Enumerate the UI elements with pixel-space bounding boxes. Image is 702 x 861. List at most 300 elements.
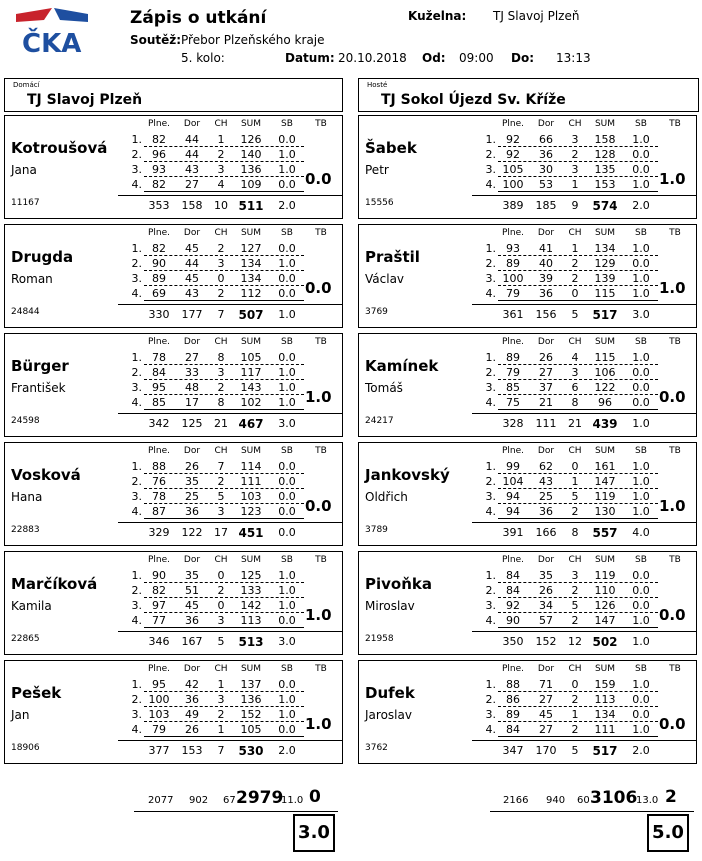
cell-sb: 1.0 <box>632 242 650 255</box>
row-index: 1. <box>131 351 142 364</box>
cell-sb: 0.0 <box>278 460 296 473</box>
home-player-box <box>4 333 343 437</box>
cell-sb: 0.0 <box>278 505 296 518</box>
column-header-tb: TB <box>669 664 681 674</box>
score-row <box>118 568 342 583</box>
row-index: 4. <box>485 287 496 300</box>
total-sum: 451 <box>238 526 264 540</box>
cell-ch: 1 <box>571 475 579 488</box>
total-dor: 156 <box>535 308 557 321</box>
score-header-row <box>472 661 696 677</box>
score-row <box>472 286 696 301</box>
cell-sb: 0.0 <box>278 723 296 736</box>
cell-ch: 2 <box>217 381 225 394</box>
cell-sb: 0.0 <box>278 178 296 191</box>
total-dor: 167 <box>181 635 203 648</box>
cell-ch: 7 <box>217 460 225 473</box>
cell-ch: 2 <box>571 614 579 627</box>
column-header-dor: Dor <box>537 337 555 347</box>
score-row <box>118 459 342 474</box>
cell-sb: 1.0 <box>278 584 296 597</box>
column-header-sb: SB <box>635 555 647 565</box>
cell-sb: 0.0 <box>278 614 296 627</box>
page-title: Zápis o utkání <box>130 8 267 28</box>
guest-sum-dor: 940 <box>546 795 566 806</box>
column-header-sb: SB <box>635 337 647 347</box>
player-firstname: Jan <box>11 708 30 722</box>
cell-dor: 30 <box>539 163 553 176</box>
cell-dor: 33 <box>185 366 199 379</box>
cell-sb: 1.0 <box>278 163 296 176</box>
kuzelna-value: TJ Slavoj Plzeň <box>493 9 580 23</box>
column-header-plne: Plne. <box>147 446 171 456</box>
svg-text:ČKA: ČKA <box>22 29 82 59</box>
column-header-sb: SB <box>635 119 647 129</box>
cell-sum: 123 <box>240 505 262 518</box>
score-row <box>118 707 342 722</box>
player-tb-result: 0.0 <box>659 606 686 624</box>
score-row <box>118 692 342 707</box>
cell-plne: 100 <box>502 272 524 285</box>
cell-sum: 115 <box>594 351 616 364</box>
cell-dor: 43 <box>185 287 199 300</box>
cell-ch: 0 <box>571 460 579 473</box>
cell-dor: 51 <box>185 584 199 597</box>
column-header-ch: CH <box>214 446 228 456</box>
total-row <box>472 195 696 214</box>
cell-sb: 1.0 <box>632 505 650 518</box>
total-row <box>118 413 342 432</box>
cell-sb: 1.0 <box>632 490 650 503</box>
cell-sb: 1.0 <box>632 272 650 285</box>
cell-dor: 26 <box>185 460 199 473</box>
column-header-ch: CH <box>214 119 228 129</box>
cell-plne: 94 <box>506 505 520 518</box>
cell-ch: 3 <box>217 163 225 176</box>
row-index: 2. <box>485 693 496 706</box>
guest-team-name: TJ Sokol Újezd Sv. Kříže <box>381 92 566 108</box>
score-header-row <box>472 225 696 241</box>
total-ch: 21 <box>568 417 582 430</box>
total-sum: 530 <box>238 744 264 758</box>
column-header-dor: Dor <box>183 337 201 347</box>
guest-label: Hosté <box>367 81 388 89</box>
column-header-dor: Dor <box>537 446 555 456</box>
total-dor: 152 <box>535 635 557 648</box>
score-row <box>118 380 342 395</box>
cell-plne: 84 <box>506 723 520 736</box>
cell-plne: 95 <box>152 678 166 691</box>
score-row <box>118 395 342 410</box>
cell-dor: 25 <box>185 490 199 503</box>
total-sum: 574 <box>592 199 618 213</box>
row-index: 2. <box>131 148 142 161</box>
player-tb-result: 0.0 <box>659 715 686 733</box>
do-value: 13:13 <box>556 51 591 65</box>
do-label: Do: <box>511 51 535 65</box>
column-header-sum: SUM <box>240 228 262 238</box>
cell-dor: 62 <box>539 460 553 473</box>
cell-ch: 3 <box>217 505 225 518</box>
row-underline <box>144 300 304 301</box>
score-row <box>118 286 342 301</box>
total-ch: 5 <box>571 744 579 757</box>
cell-ch: 3 <box>571 133 579 146</box>
cell-plne: 86 <box>506 693 520 706</box>
player-score-grid <box>118 225 342 323</box>
cell-ch: 2 <box>571 505 579 518</box>
cell-dor: 41 <box>539 242 553 255</box>
player-surname: Marčíková <box>11 575 98 593</box>
home-sum-plne: 2077 <box>148 795 174 806</box>
cell-sum: 105 <box>240 723 262 736</box>
total-sb: 0.0 <box>278 526 296 539</box>
cell-plne: 85 <box>152 396 166 409</box>
total-sum: 557 <box>592 526 618 540</box>
cell-plne: 78 <box>152 490 166 503</box>
cell-sb: 0.0 <box>278 133 296 146</box>
player-tb-result: 1.0 <box>659 497 686 515</box>
total-ch: 21 <box>214 417 228 430</box>
total-sb: 1.0 <box>632 635 650 648</box>
column-header-sb: SB <box>281 664 293 674</box>
total-dor: 166 <box>535 526 557 539</box>
row-underline <box>144 409 304 410</box>
cell-plne: 85 <box>506 381 520 394</box>
cell-dor: 45 <box>185 599 199 612</box>
cell-plne: 78 <box>152 351 166 364</box>
player-registration: 15556 <box>365 198 394 208</box>
row-index: 4. <box>485 614 496 627</box>
score-row <box>472 707 696 722</box>
cell-ch: 2 <box>217 148 225 161</box>
cell-ch: 2 <box>571 257 579 270</box>
total-ch: 7 <box>217 744 225 757</box>
column-header-ch: CH <box>214 664 228 674</box>
column-header-dor: Dor <box>183 228 201 238</box>
score-row <box>472 365 696 380</box>
score-row <box>472 613 696 628</box>
column-header-plne: Plne. <box>501 337 525 347</box>
cell-sum: 135 <box>594 163 616 176</box>
player-score-grid <box>118 661 342 759</box>
player-score-grid <box>118 334 342 432</box>
row-index: 4. <box>485 396 496 409</box>
cell-plne: 84 <box>506 569 520 582</box>
cell-dor: 48 <box>185 381 199 394</box>
score-row <box>472 380 696 395</box>
row-index: 1. <box>485 460 496 473</box>
score-header-row <box>118 443 342 459</box>
cka-logo <box>14 6 90 60</box>
guest-player-box <box>358 551 697 655</box>
guest-sum-total: 3106 <box>590 788 638 808</box>
home-sum-ch: 67 <box>223 795 236 806</box>
total-row <box>118 740 342 759</box>
cell-dor: 27 <box>185 351 199 364</box>
cell-sum: 129 <box>594 257 616 270</box>
cell-sum: 134 <box>594 242 616 255</box>
cell-sum: 140 <box>240 148 262 161</box>
cell-sb: 0.0 <box>632 148 650 161</box>
cell-sb: 1.0 <box>278 148 296 161</box>
cell-dor: 36 <box>539 148 553 161</box>
row-index: 3. <box>485 381 496 394</box>
row-index: 4. <box>131 614 142 627</box>
row-index: 3. <box>485 708 496 721</box>
cell-plne: 82 <box>152 178 166 191</box>
column-header-tb: TB <box>669 228 681 238</box>
total-ch: 17 <box>214 526 228 539</box>
total-dor: 153 <box>181 744 203 757</box>
column-header-sum: SUM <box>240 119 262 129</box>
player-surname: Bürger <box>11 357 69 375</box>
cell-dor: 27 <box>185 178 199 191</box>
cell-sb: 0.0 <box>632 569 650 582</box>
score-header-row <box>118 552 342 568</box>
column-header-dor: Dor <box>537 228 555 238</box>
cell-dor: 36 <box>185 614 199 627</box>
total-sb: 2.0 <box>632 199 650 212</box>
row-underline <box>144 518 304 519</box>
cell-sum: 114 <box>240 460 262 473</box>
total-ch: 5 <box>217 635 225 648</box>
total-plne: 350 <box>502 635 524 648</box>
score-row <box>118 365 342 380</box>
total-plne: 329 <box>148 526 170 539</box>
cell-sb: 1.0 <box>632 723 650 736</box>
total-sum: 507 <box>238 308 264 322</box>
cell-plne: 100 <box>148 693 170 706</box>
player-firstname: Hana <box>11 490 43 504</box>
cell-sum: 122 <box>594 381 616 394</box>
player-tb-result: 0.0 <box>305 279 332 297</box>
score-row <box>472 241 696 256</box>
score-header-row <box>118 116 342 132</box>
cell-ch: 0 <box>217 599 225 612</box>
cell-dor: 35 <box>185 475 199 488</box>
column-header-sb: SB <box>281 337 293 347</box>
cell-plne: 89 <box>152 272 166 285</box>
cell-plne: 89 <box>506 708 520 721</box>
cell-ch: 5 <box>571 490 579 503</box>
guest-player-box <box>358 115 697 219</box>
cell-dor: 49 <box>185 708 199 721</box>
cell-plne: 82 <box>152 584 166 597</box>
score-header-row <box>118 225 342 241</box>
cell-ch: 0 <box>571 678 579 691</box>
player-registration: 22865 <box>11 634 40 644</box>
cell-ch: 2 <box>217 475 225 488</box>
total-sb: 2.0 <box>632 744 650 757</box>
cell-sb: 0.0 <box>278 242 296 255</box>
cell-sb: 0.0 <box>278 490 296 503</box>
row-index: 2. <box>485 475 496 488</box>
column-header-plne: Plne. <box>501 664 525 674</box>
cell-sum: 111 <box>240 475 262 488</box>
home-team-box <box>4 78 343 112</box>
total-sb: 4.0 <box>632 526 650 539</box>
cell-plne: 97 <box>152 599 166 612</box>
guest-player-box <box>358 333 697 437</box>
row-index: 1. <box>485 678 496 691</box>
player-surname: Šabek <box>365 139 417 157</box>
player-firstname: Roman <box>11 272 53 286</box>
player-tb-result: 0.0 <box>305 170 332 188</box>
total-row <box>472 304 696 323</box>
player-firstname: Václav <box>365 272 405 286</box>
cell-plne: 87 <box>152 505 166 518</box>
total-row <box>472 522 696 541</box>
player-registration: 21958 <box>365 634 394 644</box>
player-firstname: František <box>11 381 66 395</box>
cell-sb: 1.0 <box>632 287 650 300</box>
column-header-sb: SB <box>281 555 293 565</box>
row-index: 3. <box>485 163 496 176</box>
column-header-sum: SUM <box>594 228 616 238</box>
row-index: 3. <box>485 490 496 503</box>
row-index: 1. <box>131 242 142 255</box>
cell-dor: 66 <box>539 133 553 146</box>
cell-ch: 3 <box>571 569 579 582</box>
cell-sb: 0.0 <box>632 381 650 394</box>
player-tb-result: 1.0 <box>305 388 332 406</box>
column-header-tb: TB <box>669 446 681 456</box>
cell-plne: 92 <box>506 599 520 612</box>
cell-sum: 112 <box>240 287 262 300</box>
cell-sum: 106 <box>594 366 616 379</box>
cell-sb: 0.0 <box>632 584 650 597</box>
total-sum: 439 <box>592 417 618 431</box>
total-sum: 511 <box>238 199 264 213</box>
cell-ch: 0 <box>217 569 225 582</box>
column-header-dor: Dor <box>183 664 201 674</box>
score-row <box>118 241 342 256</box>
cell-plne: 103 <box>148 708 170 721</box>
score-row <box>472 598 696 613</box>
cell-sb: 1.0 <box>278 366 296 379</box>
column-header-sb: SB <box>635 664 647 674</box>
cell-plne: 104 <box>502 475 524 488</box>
column-header-plne: Plne. <box>147 119 171 129</box>
row-index: 1. <box>485 569 496 582</box>
cell-sb: 0.0 <box>278 475 296 488</box>
cell-sb: 0.0 <box>632 163 650 176</box>
cell-dor: 43 <box>185 163 199 176</box>
home-player-box <box>4 224 343 328</box>
cell-sum: 103 <box>240 490 262 503</box>
player-surname: Vosková <box>11 466 81 484</box>
score-row <box>472 459 696 474</box>
cell-dor: 26 <box>185 723 199 736</box>
column-header-sb: SB <box>281 446 293 456</box>
player-tb-result: 1.0 <box>305 715 332 733</box>
total-sb: 2.0 <box>278 199 296 212</box>
player-tb-result: 1.0 <box>659 279 686 297</box>
cell-dor: 36 <box>539 505 553 518</box>
cell-ch: 3 <box>571 366 579 379</box>
column-header-tb: TB <box>669 337 681 347</box>
column-header-ch: CH <box>568 555 582 565</box>
cell-sb: 1.0 <box>632 133 650 146</box>
score-row <box>472 147 696 162</box>
cell-sum: 130 <box>594 505 616 518</box>
guest-sum-tb: 2 <box>665 787 677 807</box>
guest-sum-plne: 2166 <box>503 795 529 806</box>
column-header-sum: SUM <box>594 555 616 565</box>
home-player-box <box>4 551 343 655</box>
cell-ch: 8 <box>217 351 225 364</box>
player-surname: Kotroušová <box>11 139 108 157</box>
home-sum-dor: 902 <box>189 795 209 806</box>
cell-ch: 1 <box>217 723 225 736</box>
column-header-tb: TB <box>315 119 327 129</box>
guest-team-box <box>358 78 699 112</box>
row-index: 3. <box>131 272 142 285</box>
player-tb-result: 1.0 <box>659 170 686 188</box>
cell-plne: 76 <box>152 475 166 488</box>
player-score-grid <box>472 225 696 323</box>
cell-dor: 40 <box>539 257 553 270</box>
cell-ch: 3 <box>571 163 579 176</box>
score-header-row <box>118 661 342 677</box>
cell-sum: 139 <box>594 272 616 285</box>
cell-dor: 44 <box>185 257 199 270</box>
column-header-ch: CH <box>214 555 228 565</box>
total-row <box>472 413 696 432</box>
cell-sb: 0.0 <box>632 693 650 706</box>
row-index: 4. <box>485 178 496 191</box>
column-header-plne: Plne. <box>501 446 525 456</box>
column-header-ch: CH <box>214 337 228 347</box>
total-row <box>118 631 342 650</box>
column-header-sum: SUM <box>594 337 616 347</box>
cell-sum: 136 <box>240 693 262 706</box>
row-index: 1. <box>485 351 496 364</box>
player-firstname: Oldřich <box>365 490 408 504</box>
column-header-sum: SUM <box>594 664 616 674</box>
total-ch: 10 <box>214 199 228 212</box>
row-index: 2. <box>485 366 496 379</box>
cell-sb: 1.0 <box>278 396 296 409</box>
row-index: 2. <box>131 584 142 597</box>
cell-plne: 82 <box>152 242 166 255</box>
cell-dor: 34 <box>539 599 553 612</box>
cell-sb: 1.0 <box>632 678 650 691</box>
player-firstname: Miroslav <box>365 599 415 613</box>
column-header-tb: TB <box>669 555 681 565</box>
cell-sb: 1.0 <box>632 178 650 191</box>
total-row <box>472 740 696 759</box>
cell-dor: 53 <box>539 178 553 191</box>
row-index: 2. <box>131 366 142 379</box>
row-index: 3. <box>485 599 496 612</box>
score-row <box>118 271 342 286</box>
total-sb: 3.0 <box>278 635 296 648</box>
row-index: 3. <box>131 490 142 503</box>
cell-plne: 90 <box>152 569 166 582</box>
score-row <box>118 256 342 271</box>
cell-plne: 69 <box>152 287 166 300</box>
cell-dor: 35 <box>185 569 199 582</box>
cell-sb: 1.0 <box>278 599 296 612</box>
score-row <box>118 162 342 177</box>
cell-dor: 42 <box>185 678 199 691</box>
cell-plne: 79 <box>506 287 520 300</box>
total-plne: 361 <box>502 308 524 321</box>
score-row <box>118 583 342 598</box>
total-plne: 347 <box>502 744 524 757</box>
